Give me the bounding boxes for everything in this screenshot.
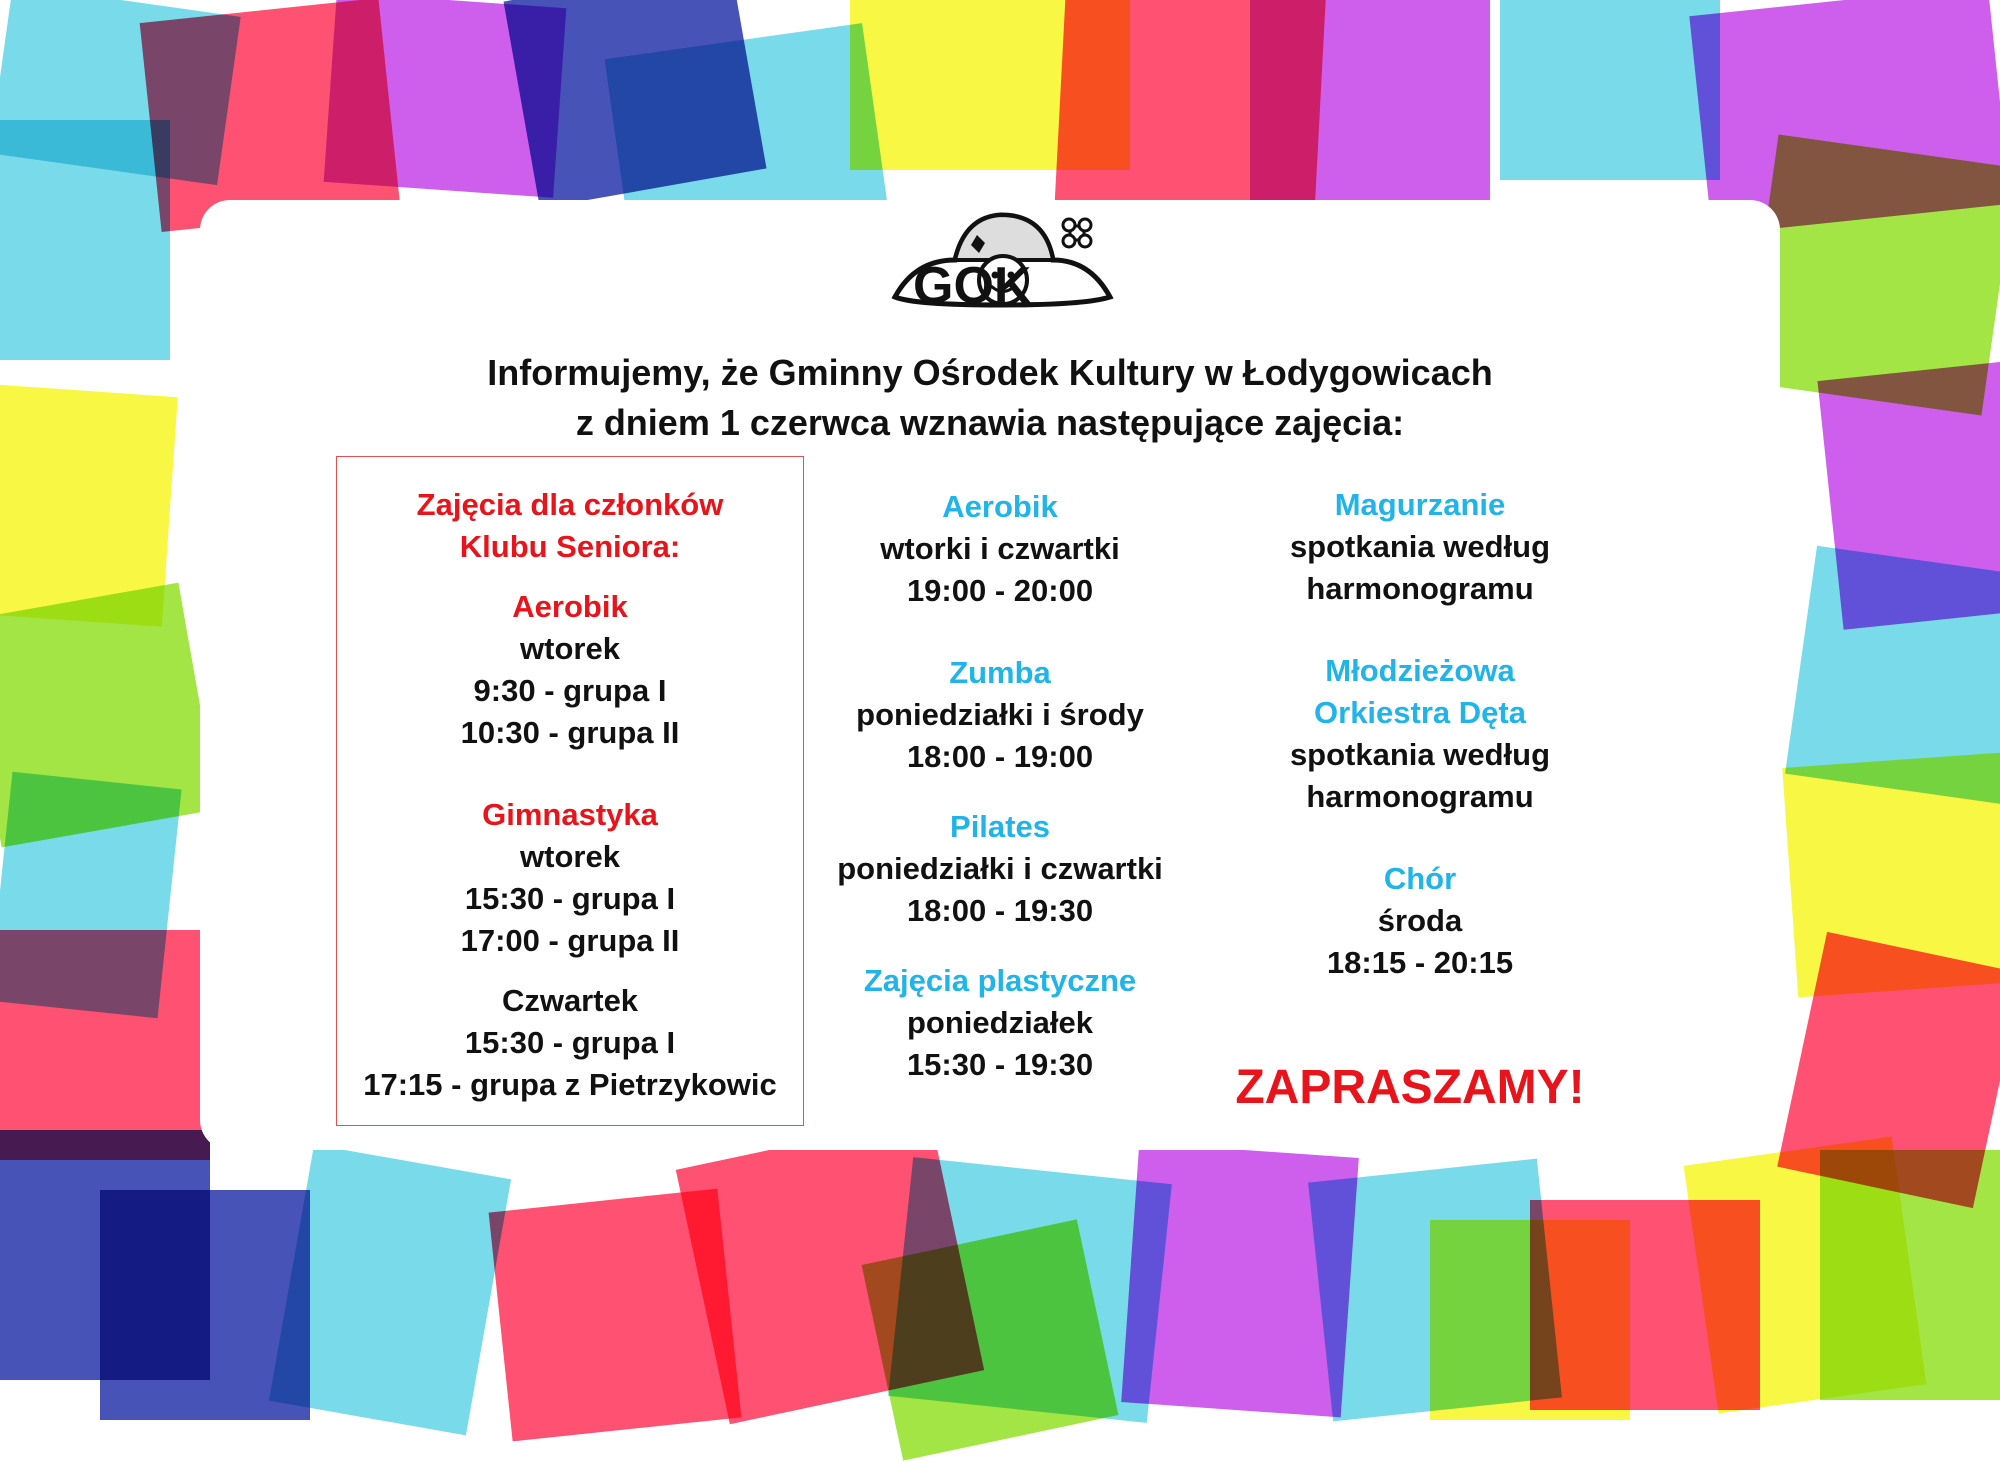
activity-name: Zumba	[949, 655, 1051, 690]
activity-time: 18:00 - 19:30	[906, 893, 1094, 928]
senior-czwartek-day: Czwartek	[501, 983, 639, 1018]
senior-aerobik-day: wtorek	[520, 631, 620, 666]
activity-days: poniedziałek	[906, 1005, 1094, 1040]
activity-name: Zajęcia plastyczne	[863, 963, 1137, 998]
gok-hat-logo-icon	[885, 205, 1117, 315]
magurzanie-line-1: spotkania według	[1289, 529, 1551, 564]
logo-text: GOK	[913, 257, 1032, 315]
orkiestra-name-2: Orkiestra Dęta	[1314, 695, 1526, 730]
senior-gimnastyka-day: wtorek	[520, 839, 620, 874]
chor-time: 18:15 - 20:15	[1326, 945, 1514, 980]
activity-time: 19:00 - 20:00	[906, 573, 1094, 608]
activity-time: 18:00 - 19:00	[906, 739, 1094, 774]
activity-days: poniedziałki i środy	[856, 697, 1144, 732]
zapraszamy-cta: ZAPRASZAMY!	[1235, 1061, 1585, 1114]
senior-czwartek-group-1: 15:30 - grupa I	[464, 1025, 676, 1060]
senior-gimnastyka-group-2: 17:00 - grupa II	[460, 923, 680, 958]
chor-day: środa	[1377, 903, 1463, 938]
senior-aerobik-group-2: 10:30 - grupa II	[460, 715, 680, 750]
senior-gimnastyka-name: Gimnastyka	[482, 797, 658, 832]
senior-aerobik-name: Aerobik	[512, 589, 628, 624]
activity-days: wtorki i czwartki	[880, 531, 1120, 566]
activity-name: Pilates	[950, 809, 1050, 844]
right-column	[1250, 484, 1590, 984]
headline-line-1: Informujemy, że Gminny Ośrodek Kultury w Łodygowicach	[487, 352, 1493, 393]
headline	[400, 348, 1580, 448]
headline-line-2: z dniem 1 czerwca wznawia następujące zajęcia:	[575, 402, 1405, 443]
senior-aerobik-group-1: 9:30 - grupa I	[473, 673, 667, 708]
activity-name: Aerobik	[942, 489, 1058, 524]
orkiestra-line-2: harmonogramu	[1306, 779, 1534, 814]
activity-days: poniedziałki i czwartki	[837, 851, 1163, 886]
senior-gimnastyka-group-1: 15:30 - grupa I	[464, 881, 676, 916]
senior-czwartek-group-2: 17:15 - grupa z Pietrzykowic	[363, 1067, 777, 1102]
chor-name: Chór	[1383, 861, 1457, 896]
orkiestra-line-1: spotkania według	[1289, 737, 1551, 772]
magurzanie-name: Magurzanie	[1334, 487, 1506, 522]
senior-title-line-2: Klubu Seniora:	[459, 529, 681, 564]
senior-club-column	[336, 484, 804, 1106]
senior-title-line-1: Zajęcia dla członków	[416, 487, 724, 522]
orkiestra-name-1: Młodzieżowa	[1325, 653, 1515, 688]
magurzanie-line-2: harmonogramu	[1306, 571, 1534, 606]
middle-column	[815, 486, 1185, 1086]
activity-time: 15:30 - 19:30	[906, 1047, 1094, 1082]
